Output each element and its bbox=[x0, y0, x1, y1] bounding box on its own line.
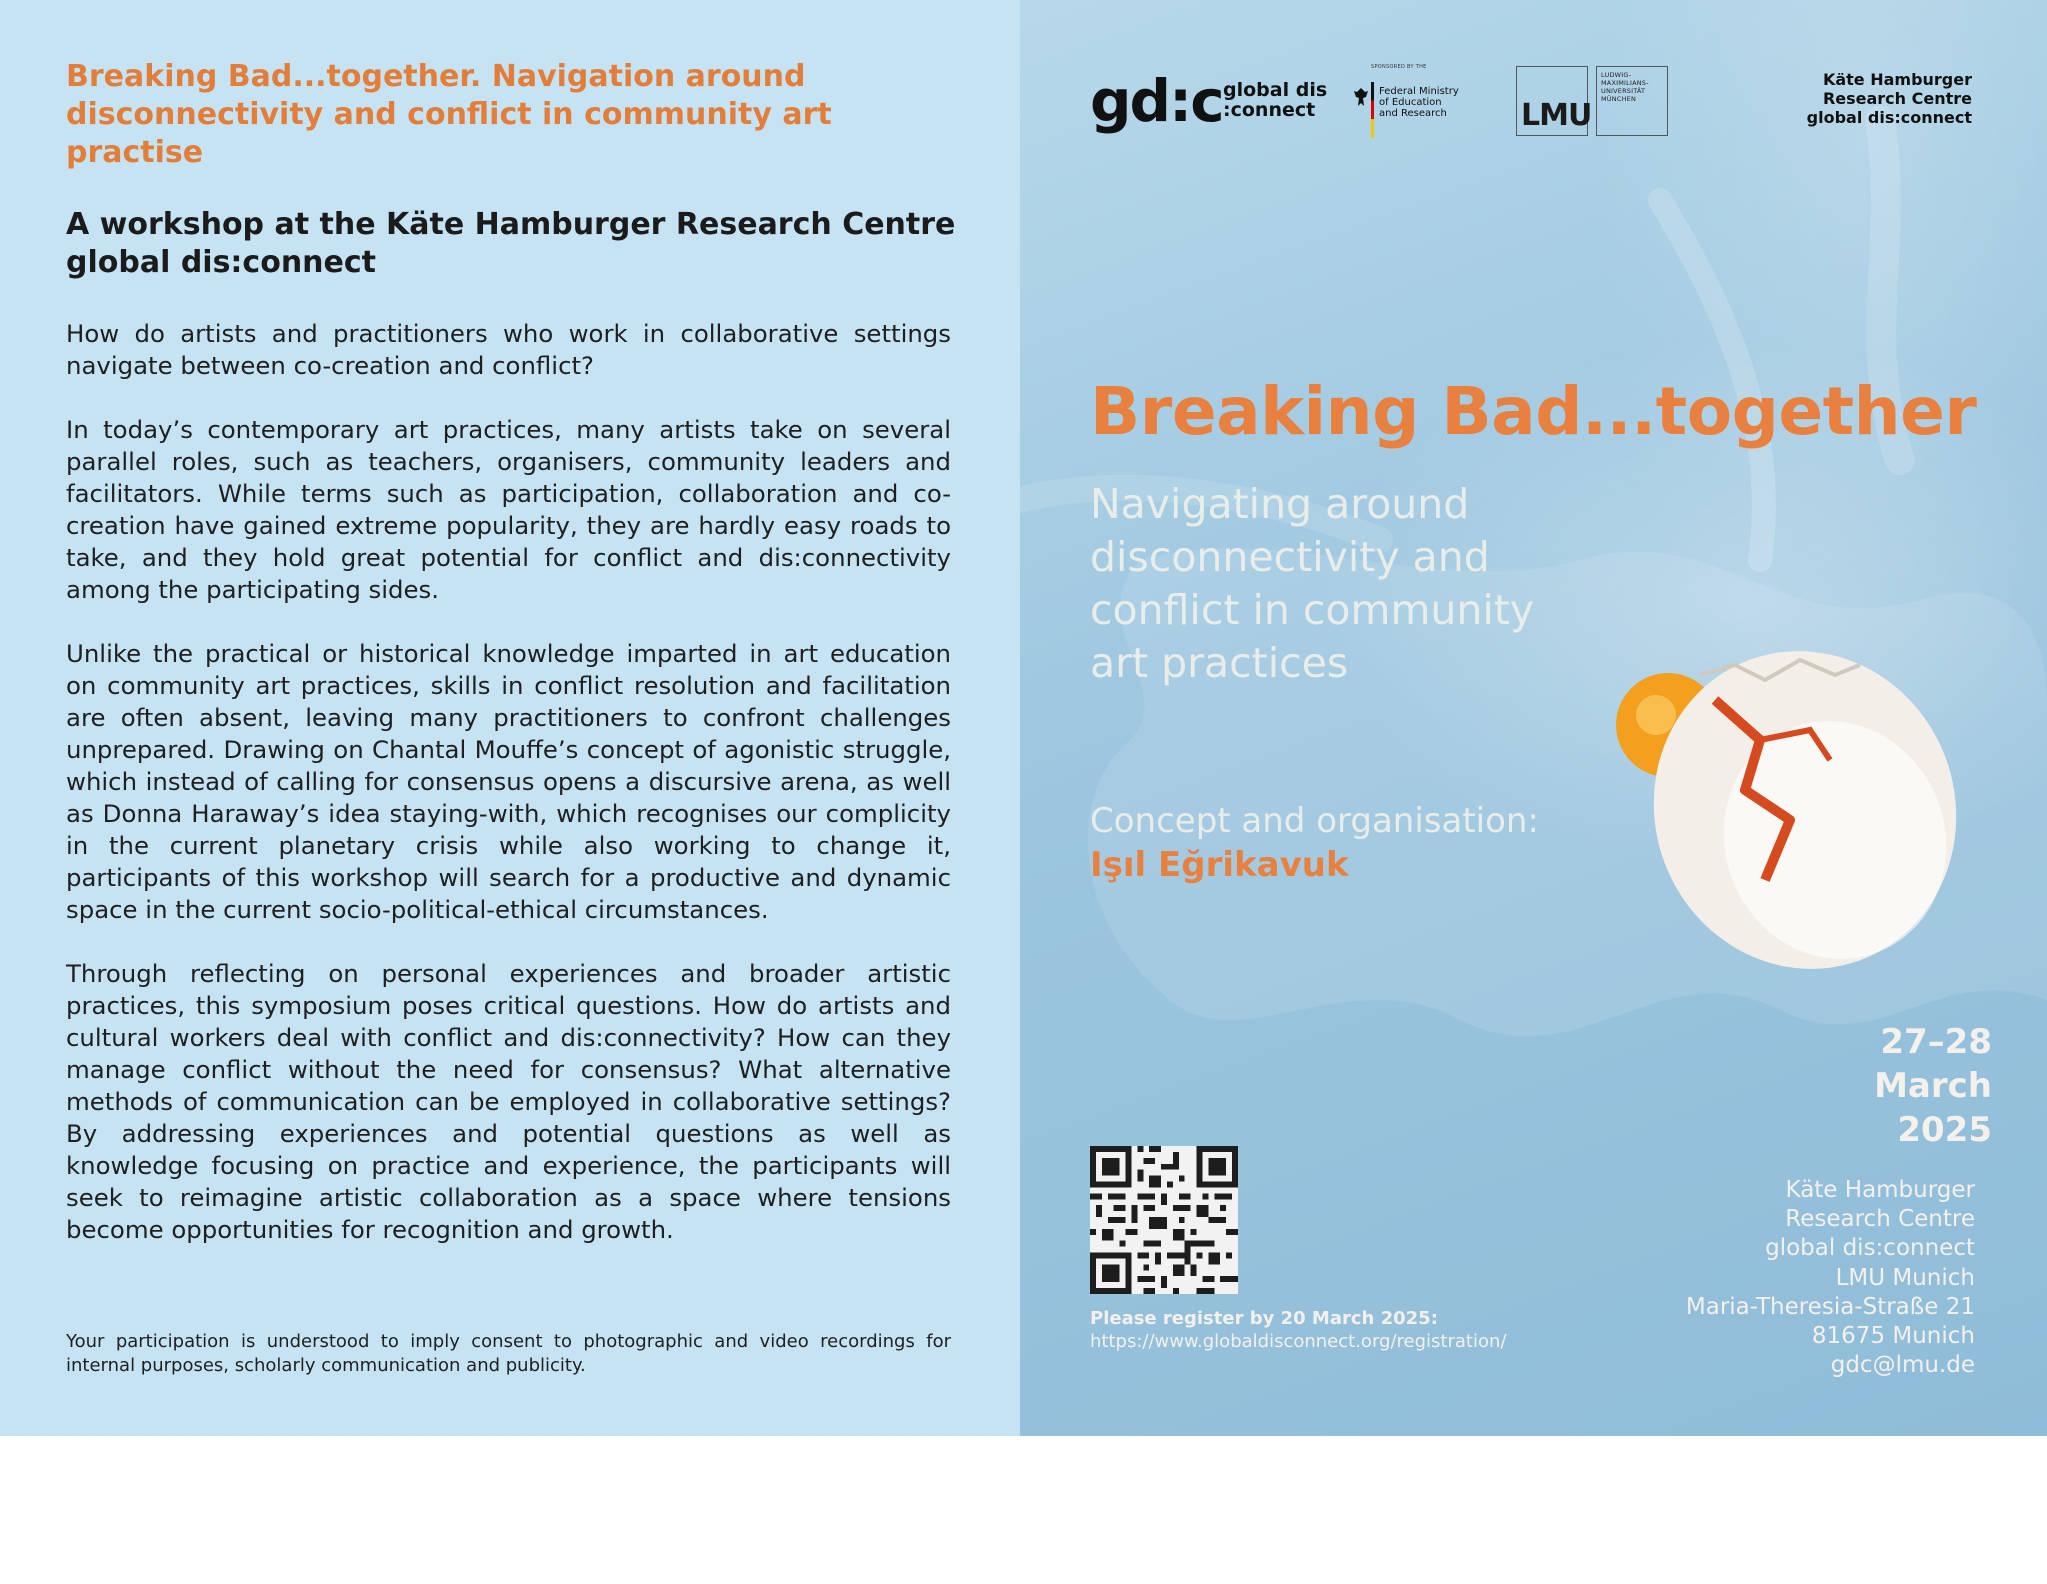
lmu-logo: LMU bbox=[1516, 66, 1588, 136]
paragraph: Unlike the practical or historical knowledge imparted in art education on community art practices, skills in conflict resolution and facilitation are often absent, leaving many practitioners to confront challenges unprepared. Drawing on Chantal Mouffe’s concept of agonistic struggle, which instead of calling for consensus opens a discursive arena, as well as Donna Haraway’s idea staying-with, which recognises our complicity in the current planetary crisis while also working to change it, participants of this workshop will search for a productive and dynamic space in the current socio-political-ethical circumstances. bbox=[66, 639, 951, 924]
concept-label: Concept and organisation: bbox=[1090, 801, 1539, 841]
paragraph: In today’s contemporary art practices, many artists take on several parallel roles, such as teachers, organisers, community leaders and facilitators. While terms such as participation, collaboration and co-creation have gained extreme popularity, they are hardly easy roads to take, and they hold great potential for conflict and dis:connectivity among the participating sides. bbox=[66, 415, 951, 604]
egg-illustration bbox=[1560, 580, 1980, 1000]
organiser-name: Işıl Eğrikavuk bbox=[1090, 845, 1349, 885]
bmbf-eagle-icon bbox=[1353, 86, 1369, 108]
workshop-title: Breaking Bad...together. Navigation around disconnectivity and conflict in community art practise bbox=[66, 59, 832, 170]
gdc-logo: gd:c bbox=[1090, 67, 1223, 135]
register-label: Please register by 20 March 2025: bbox=[1090, 1308, 1438, 1329]
paragraph: Through reflecting on personal experiences and broader artistic practices, this symposium poses critical questions. How do artists and cultural workers deal with conflict and dis:connectivity? How can they manage conflict without the need for consensus? What alternative methods of communication can be employed in collaborative settings? By addressing experiences and potential questions as well as knowledge focusing on practice and experience, the participants will seek to reimagine artistic collaboration as a space where tensions become opportunities for recognition and growth. bbox=[66, 959, 951, 1244]
qr-code-icon[interactable] bbox=[1090, 1146, 1238, 1294]
event-dates: 27–28 March 2025 bbox=[1874, 1022, 1992, 1150]
workshop-subtitle: A workshop at the Käte Hamburger Research Centre global dis:connect bbox=[66, 207, 956, 280]
contact-email[interactable]: gdc@lmu.de bbox=[1830, 1352, 1975, 1379]
poster-subtitle: Navigating around disconnectivity and conflict in community art practices bbox=[1090, 480, 1535, 687]
paragraph: How do artists and practitioners who work in collaborative settings navigate between co-creation and conflict? bbox=[66, 319, 951, 380]
poster-panel bbox=[1020, 0, 2047, 1436]
lmu-logo-text: LUDWIG- MAXIMILIANS- UNIVERSITÄT MÜNCHEN bbox=[1596, 66, 1668, 136]
bmbf-logo: SPONSORED BY THE Federal Ministry of Education and Research bbox=[1353, 64, 1463, 144]
consent-disclaimer: Your participation is understood to imply consent to photographic and video recordings for internal purposes, scholarly communication and publicity. bbox=[66, 1331, 951, 1376]
khrc-logo: Käte Hamburger Research Centre global dis:connect bbox=[1806, 70, 1972, 127]
description-body bbox=[66, 318, 951, 1246]
info-panel bbox=[0, 0, 1020, 1436]
gdc-logo-text: global dis :connect bbox=[1223, 79, 1328, 121]
poster-headline: Breaking Bad...together bbox=[1090, 373, 1977, 450]
venue-address: Käte Hamburger Research Centre global dis:connect LMU Munich Maria-Theresia-Straße 21 81675 Munich gdc@lmu.de bbox=[1686, 1176, 1975, 1380]
registration-link[interactable]: https://www.globaldisconnect.org/registration/ bbox=[1090, 1331, 1507, 1352]
